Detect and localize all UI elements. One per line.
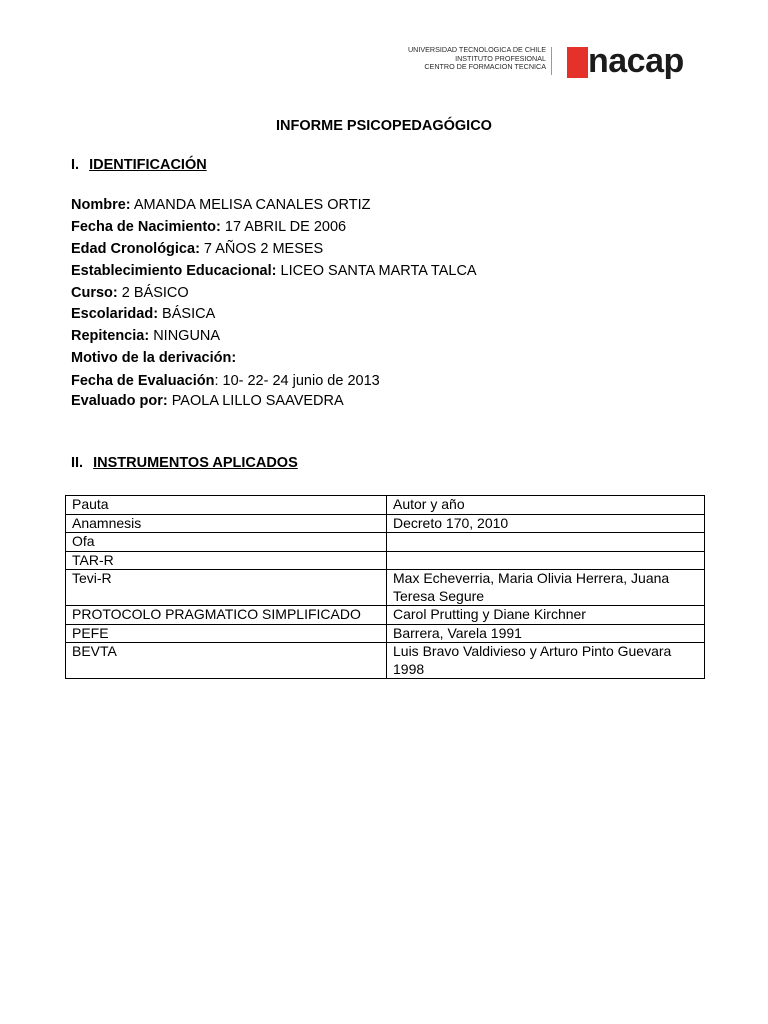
table-row	[66, 643, 705, 679]
table-row	[66, 624, 705, 643]
table-row	[66, 551, 705, 570]
field-label: Establecimiento Educacional:	[71, 263, 277, 279]
institution-line: UNIVERSIDAD TECNOLOGICA DE CHILE	[407, 45, 546, 54]
field-value: NINGUNA	[149, 328, 221, 344]
header-divider	[551, 47, 552, 75]
field-label: Repitencia:	[71, 328, 150, 344]
table-cell: Decreto 170, 2010	[387, 514, 705, 533]
institution-line: INSTITUTO PROFESIONAL	[455, 53, 546, 63]
table-header-row	[66, 496, 705, 515]
table-row	[66, 570, 705, 606]
logo-text: nacap	[588, 42, 684, 80]
table-row	[66, 606, 705, 625]
field-label: Motivo de la derivación:	[71, 350, 237, 366]
table-cell: PROTOCOLO PRAGMATICO SIMPLIFICADO	[66, 606, 387, 625]
field-value: PAOLA LILLO SAAVEDRA	[167, 393, 344, 409]
field-repitencia	[71, 328, 220, 344]
field-label: Fecha de Evaluación	[71, 373, 215, 389]
section-title: IDENTIFICACIÓN	[89, 157, 207, 173]
field-label: Evaluado por:	[71, 393, 168, 409]
field-nombre	[71, 197, 370, 213]
field-label: Edad Cronológica:	[71, 241, 200, 257]
field-value: 7 AÑOS 2 MESES	[199, 241, 324, 257]
table-cell: Ofa	[66, 533, 387, 552]
field-value: BÁSICA	[158, 306, 216, 322]
logo-mark	[567, 47, 588, 78]
table-cell: TAR-R	[66, 551, 387, 570]
field-fecha-nacimiento	[71, 219, 346, 235]
field-evaluado-por	[71, 393, 344, 409]
table-cell: Tevi-R	[66, 570, 387, 606]
table-cell: BEVTA	[66, 643, 387, 679]
column-header: Pauta	[66, 496, 387, 515]
column-header: Autor y año	[387, 496, 705, 515]
inacap-logo	[565, 44, 701, 84]
field-value: : 10- 22- 24 junio de 2013	[214, 373, 380, 389]
instruments-table	[65, 495, 705, 679]
field-value: AMANDA MELISA CANALES ORTIZ	[130, 197, 371, 213]
document-title: INFORME PSICOPEDAGÓGICO	[276, 118, 492, 134]
field-label: Curso:	[71, 285, 118, 301]
field-value: LICEO SANTA MARTA TALCA	[276, 263, 477, 279]
table-row	[66, 533, 705, 552]
field-escolaridad	[71, 306, 215, 322]
section-number: I.	[71, 157, 80, 173]
field-label: Fecha de Nacimiento:	[71, 219, 221, 235]
field-curso	[71, 285, 189, 301]
section-number: II.	[71, 455, 84, 471]
field-motivo-derivacion	[71, 350, 236, 366]
field-label: Escolaridad:	[71, 306, 159, 322]
table-cell	[387, 551, 705, 570]
table-cell: Luis Bravo Valdivieso y Arturo Pinto Guevara 1998	[387, 643, 705, 679]
institution-names	[330, 46, 546, 72]
section-title: INSTRUMENTOS APLICADOS	[93, 455, 298, 471]
section-identificacion-heading	[71, 157, 207, 173]
table-cell	[387, 533, 705, 552]
field-establecimiento	[71, 263, 477, 279]
table-cell: Barrera, Varela 1991	[387, 624, 705, 643]
field-label: Nombre:	[71, 197, 131, 213]
field-fecha-evaluacion	[71, 373, 380, 389]
institution-line: CENTRO DE FORMACION TECNICA	[424, 62, 546, 72]
table-cell: Carol Prutting y Diane Kirchner	[387, 606, 705, 625]
table-cell: PEFE	[66, 624, 387, 643]
field-edad-cronologica	[71, 241, 323, 257]
table-cell: Max Echeverria, Maria Olivia Herrera, Juana Teresa Segure	[387, 570, 705, 606]
field-value: 17 ABRIL DE 2006	[220, 219, 347, 235]
field-value: 2 BÁSICO	[117, 285, 189, 301]
table-cell: Anamnesis	[66, 514, 387, 533]
section-instrumentos-heading	[71, 455, 298, 471]
table-row	[66, 514, 705, 533]
